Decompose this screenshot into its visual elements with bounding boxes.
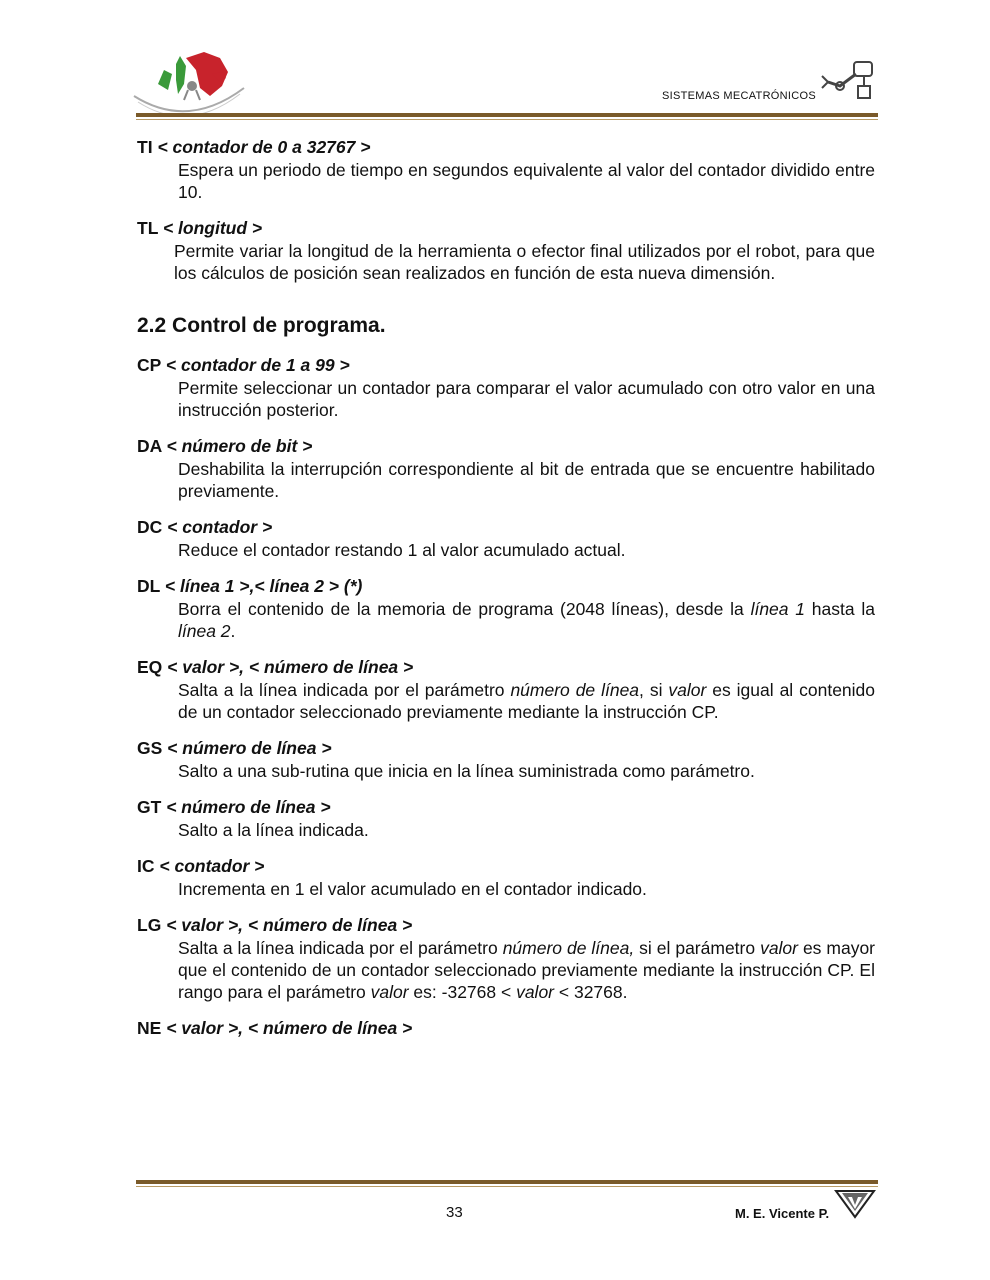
command-heading: GT < número de línea > [137, 797, 331, 817]
command-entry-lg [137, 914, 875, 1003]
command-heading: LG < valor >, < número de línea > [137, 915, 413, 935]
footer-rule-thin [136, 1186, 878, 1187]
command-heading: TL < longitud > [137, 218, 263, 238]
section-title: 2.2 Control de programa. [137, 314, 386, 337]
command-heading: EQ < valor >, < número de línea > [137, 657, 414, 677]
command-heading: DA < número de bit > [137, 436, 313, 456]
footer-rule [136, 1180, 878, 1184]
header-title: SISTEMAS MECATRÓNICOS [662, 90, 816, 102]
command-description: Incrementa en 1 el valor acumulado en el contador indicado. [178, 879, 647, 899]
command-description: Salto a la línea indicada. [178, 820, 369, 840]
command-heading: IC < contador > [137, 856, 265, 876]
author-logo-icon [834, 1189, 876, 1219]
command-entry-dl [137, 575, 875, 642]
command-heading: TI < contador de 0 a 32767 > [137, 137, 371, 157]
command-description: Permite seleccionar un contador para comparar el valor acumulado con otro valor en una instrucción posterior. [178, 378, 875, 420]
command-entry-ic [137, 855, 875, 900]
command-entry-da [137, 435, 875, 502]
command-description: Reduce el contador restando 1 al valor acumulado actual. [178, 540, 626, 560]
command-heading: DC < contador > [137, 517, 273, 537]
command-entry-eq [137, 656, 875, 723]
command-description: Espera un periodo de tiempo en segundos equivalente al valor del contador dividido entre 10. [178, 160, 875, 202]
command-heading: NE < valor >, < número de línea > [137, 1018, 413, 1038]
command-description: Salta a la línea indicada por el parámetro número de línea, si el parámetro valor es mayor que el contenido de un contador seleccionado previamente mediante la instrucción CP. El rango para el parámetro valor es: -32768 < valor < 32768. [178, 938, 876, 1002]
page-number: 33 [446, 1204, 463, 1221]
command-heading: DL < línea 1 >,< línea 2 > (*) [137, 576, 363, 596]
header-rule [136, 113, 878, 117]
command-description: Permite variar la longitud de la herramienta o efector final utilizados por el robot, para que los cálculos de posición sean realizados en función de esta nueva dimensión. [174, 241, 875, 283]
command-description: Deshabilita la interrupción correspondiente al bit de entrada que se encuentre habilitado previamente. [178, 459, 875, 501]
command-entry-ne [137, 1017, 875, 1040]
command-entry-cp [137, 354, 875, 421]
command-heading: GS < número de línea > [137, 738, 332, 758]
command-description: Salta a la línea indicada por el parámetro número de línea, si valor es igual al contenido de un contador seleccionado previamente mediante la instrucción CP. [178, 680, 876, 722]
command-entry-gs [137, 737, 875, 782]
command-entry-dc [137, 516, 875, 561]
command-entry-tl [137, 217, 875, 284]
command-entry-gt [137, 796, 875, 841]
command-description: Borra el contenido de la memoria de programa (2048 líneas), desde la línea 1 hasta la línea 2. [178, 599, 876, 641]
page-content [137, 136, 875, 1054]
command-heading: CP < contador de 1 a 99 > [137, 355, 350, 375]
header-rule-thin [136, 119, 878, 120]
robot-arm-icon [818, 56, 878, 102]
author-name: M. E. Vicente P. [735, 1206, 830, 1221]
command-description: Salto a una sub-rutina que inicia en la línea suministrada como parámetro. [178, 761, 755, 781]
institution-logo [128, 44, 252, 120]
command-entry-ti [137, 136, 875, 203]
